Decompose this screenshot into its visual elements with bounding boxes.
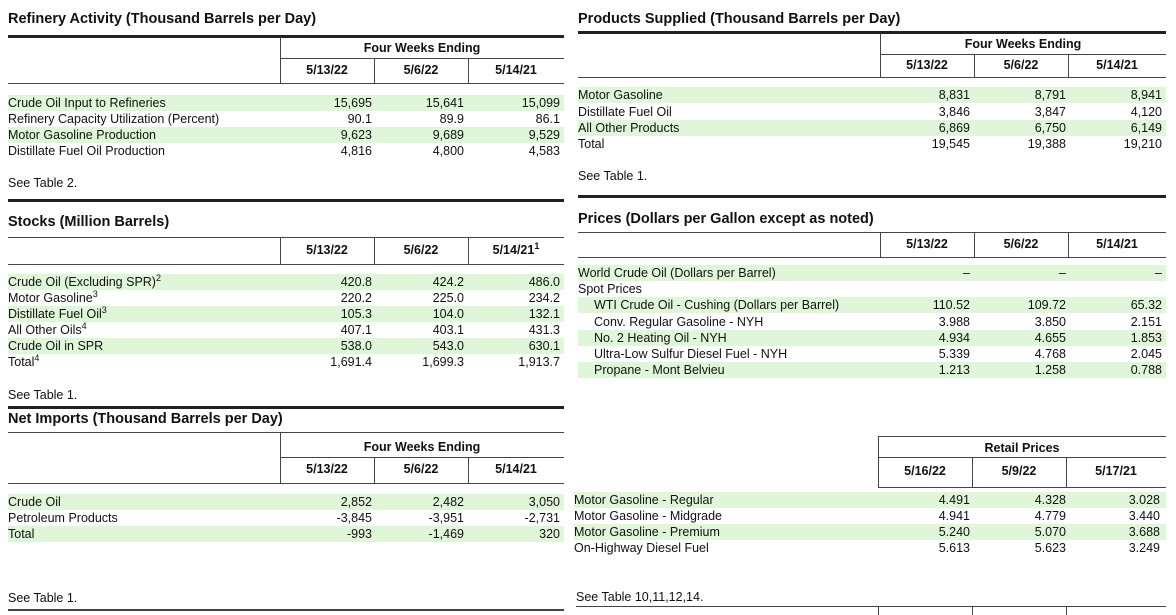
table-row: World Crude Oil (Dollars per Barrel) – – – <box>578 265 1166 281</box>
table-row: Refinery Capacity Utilization (Percent) 90.1 89.9 86.1 <box>8 112 560 126</box>
prices-col-2: 5/14/21 <box>1096 237 1138 251</box>
products-supplied-note: See Table 1. <box>578 169 648 183</box>
table-row: Total$^4$ 1,691.4 1,699.3 1,913.7 <box>8 353 560 369</box>
refinery-title: Refinery Activity (Thousand Barrels per Day) <box>8 11 317 27</box>
table-row: Crude Oil Input to Refineries 15,695 15,641 15,099 <box>8 95 564 111</box>
table-row: Motor Gasoline$^3$ 220.2 225.0 234.2 <box>8 289 560 305</box>
refinery-col-1: 5/6/22 <box>403 63 439 77</box>
products-supplied-col-2: 5/14/21 <box>1096 58 1138 72</box>
retail-col-1: 5/9/22 <box>1001 464 1037 478</box>
table-row: Conv. Regular Gasoline - NYH 3.988 3.850 2.151 <box>594 315 1162 329</box>
table-row: Crude Oil in SPR 538.0 543.0 630.1 <box>8 338 564 354</box>
table-row: Spot Prices <box>578 282 642 296</box>
products-supplied-group-header: Four Weeks Ending <box>964 37 1082 51</box>
retail-group-header: Retail Prices <box>984 441 1060 455</box>
stocks-title: Stocks (Million Barrels) <box>8 214 170 230</box>
net-imports-col-1: 5/6/22 <box>403 462 439 476</box>
prices-col-0: 5/13/22 <box>906 237 948 251</box>
retail-note: See Table 10,11,12,14. <box>576 590 704 604</box>
table-row: Distillate Fuel Oil$^3$ 105.3 104.0 132.1 <box>8 306 564 322</box>
table-row: Motor Gasoline Production 9,623 9,689 9,529 <box>8 127 564 143</box>
products-supplied-title: Products Supplied (Thousand Barrels per Day) <box>578 11 901 27</box>
table-row: All Other Oils$^4$ 407.1 403.1 431.3 <box>8 321 560 337</box>
table-row: Motor Gasoline 8,831 8,791 8,941 <box>578 87 1166 103</box>
products-supplied-col-0: 5/13/22 <box>906 58 948 72</box>
retail-col-0: 5/16/22 <box>904 464 946 478</box>
refinery-group-header: Four Weeks Ending <box>363 41 481 55</box>
table-row: Total -993 -1,469 320 <box>8 526 564 542</box>
table-row: WTI Crude Oil - Cushing (Dollars per Barrel) 110.52 109.72 65.32 <box>578 297 1166 313</box>
table-row: Motor Gasoline - Midgrade 4.941 4.779 3.440 <box>574 509 1160 523</box>
table-row: Motor Gasoline - Premium 5.240 5.070 3.688 <box>574 524 1166 540</box>
net-imports-title: Net Imports (Thousand Barrels per Day) <box>8 411 283 427</box>
net-imports-col-0: 5/13/22 <box>306 462 348 476</box>
stocks-col-0: 5/13/22 <box>306 243 348 257</box>
stocks-note: See Table 1. <box>8 388 78 402</box>
retail-col-2: 5/17/21 <box>1095 464 1137 478</box>
refinery-col-2: 5/14/21 <box>495 63 537 77</box>
table-row: On-Highway Diesel Fuel 5.613 5.623 3.249 <box>574 541 1160 555</box>
stocks-col-1: 5/6/22 <box>403 243 439 257</box>
table-row: Crude Oil (Excluding SPR)$^2$ 420.8 424.2 486.0 <box>8 274 564 290</box>
prices-title: Prices (Dollars per Gallon except as noted) <box>578 211 874 227</box>
table-row: Motor Gasoline - Regular 4.491 4.328 3.028 <box>574 492 1166 508</box>
net-imports-note: See Table 1. <box>8 591 78 605</box>
table-row: Petroleum Products -3,845 -3,951 -2,731 <box>8 511 560 525</box>
table-row: No. 2 Heating Oil - NYH 4.934 4.655 1.853 <box>578 330 1166 346</box>
table-row: Total 19,545 19,388 19,210 <box>578 137 1162 151</box>
prices-col-1: 5/6/22 <box>1003 237 1039 251</box>
products-supplied-col-1: 5/6/22 <box>1003 58 1039 72</box>
table-row: Distillate Fuel Oil Production 4,816 4,800 4,583 <box>8 144 560 158</box>
table-row: Ultra-Low Sulfur Diesel Fuel - NYH 5.339 4.768 2.045 <box>594 347 1162 361</box>
table-row: All Other Products 6,869 6,750 6,149 <box>578 120 1166 136</box>
table-row: Distillate Fuel Oil 3,846 3,847 4,120 <box>578 105 1162 119</box>
net-imports-col-2: 5/14/21 <box>495 462 537 476</box>
net-imports-group-header: Four Weeks Ending <box>363 440 481 454</box>
refinery-note: See Table 2. <box>8 176 78 190</box>
refinery-col-0: 5/13/22 <box>306 63 348 77</box>
stocks-col-2: $5/14/21^1$ <box>492 241 540 257</box>
table-row: Crude Oil 2,852 2,482 3,050 <box>8 494 564 510</box>
table-row: Propane - Mont Belvieu 1.213 1.258 0.788 <box>578 362 1166 378</box>
